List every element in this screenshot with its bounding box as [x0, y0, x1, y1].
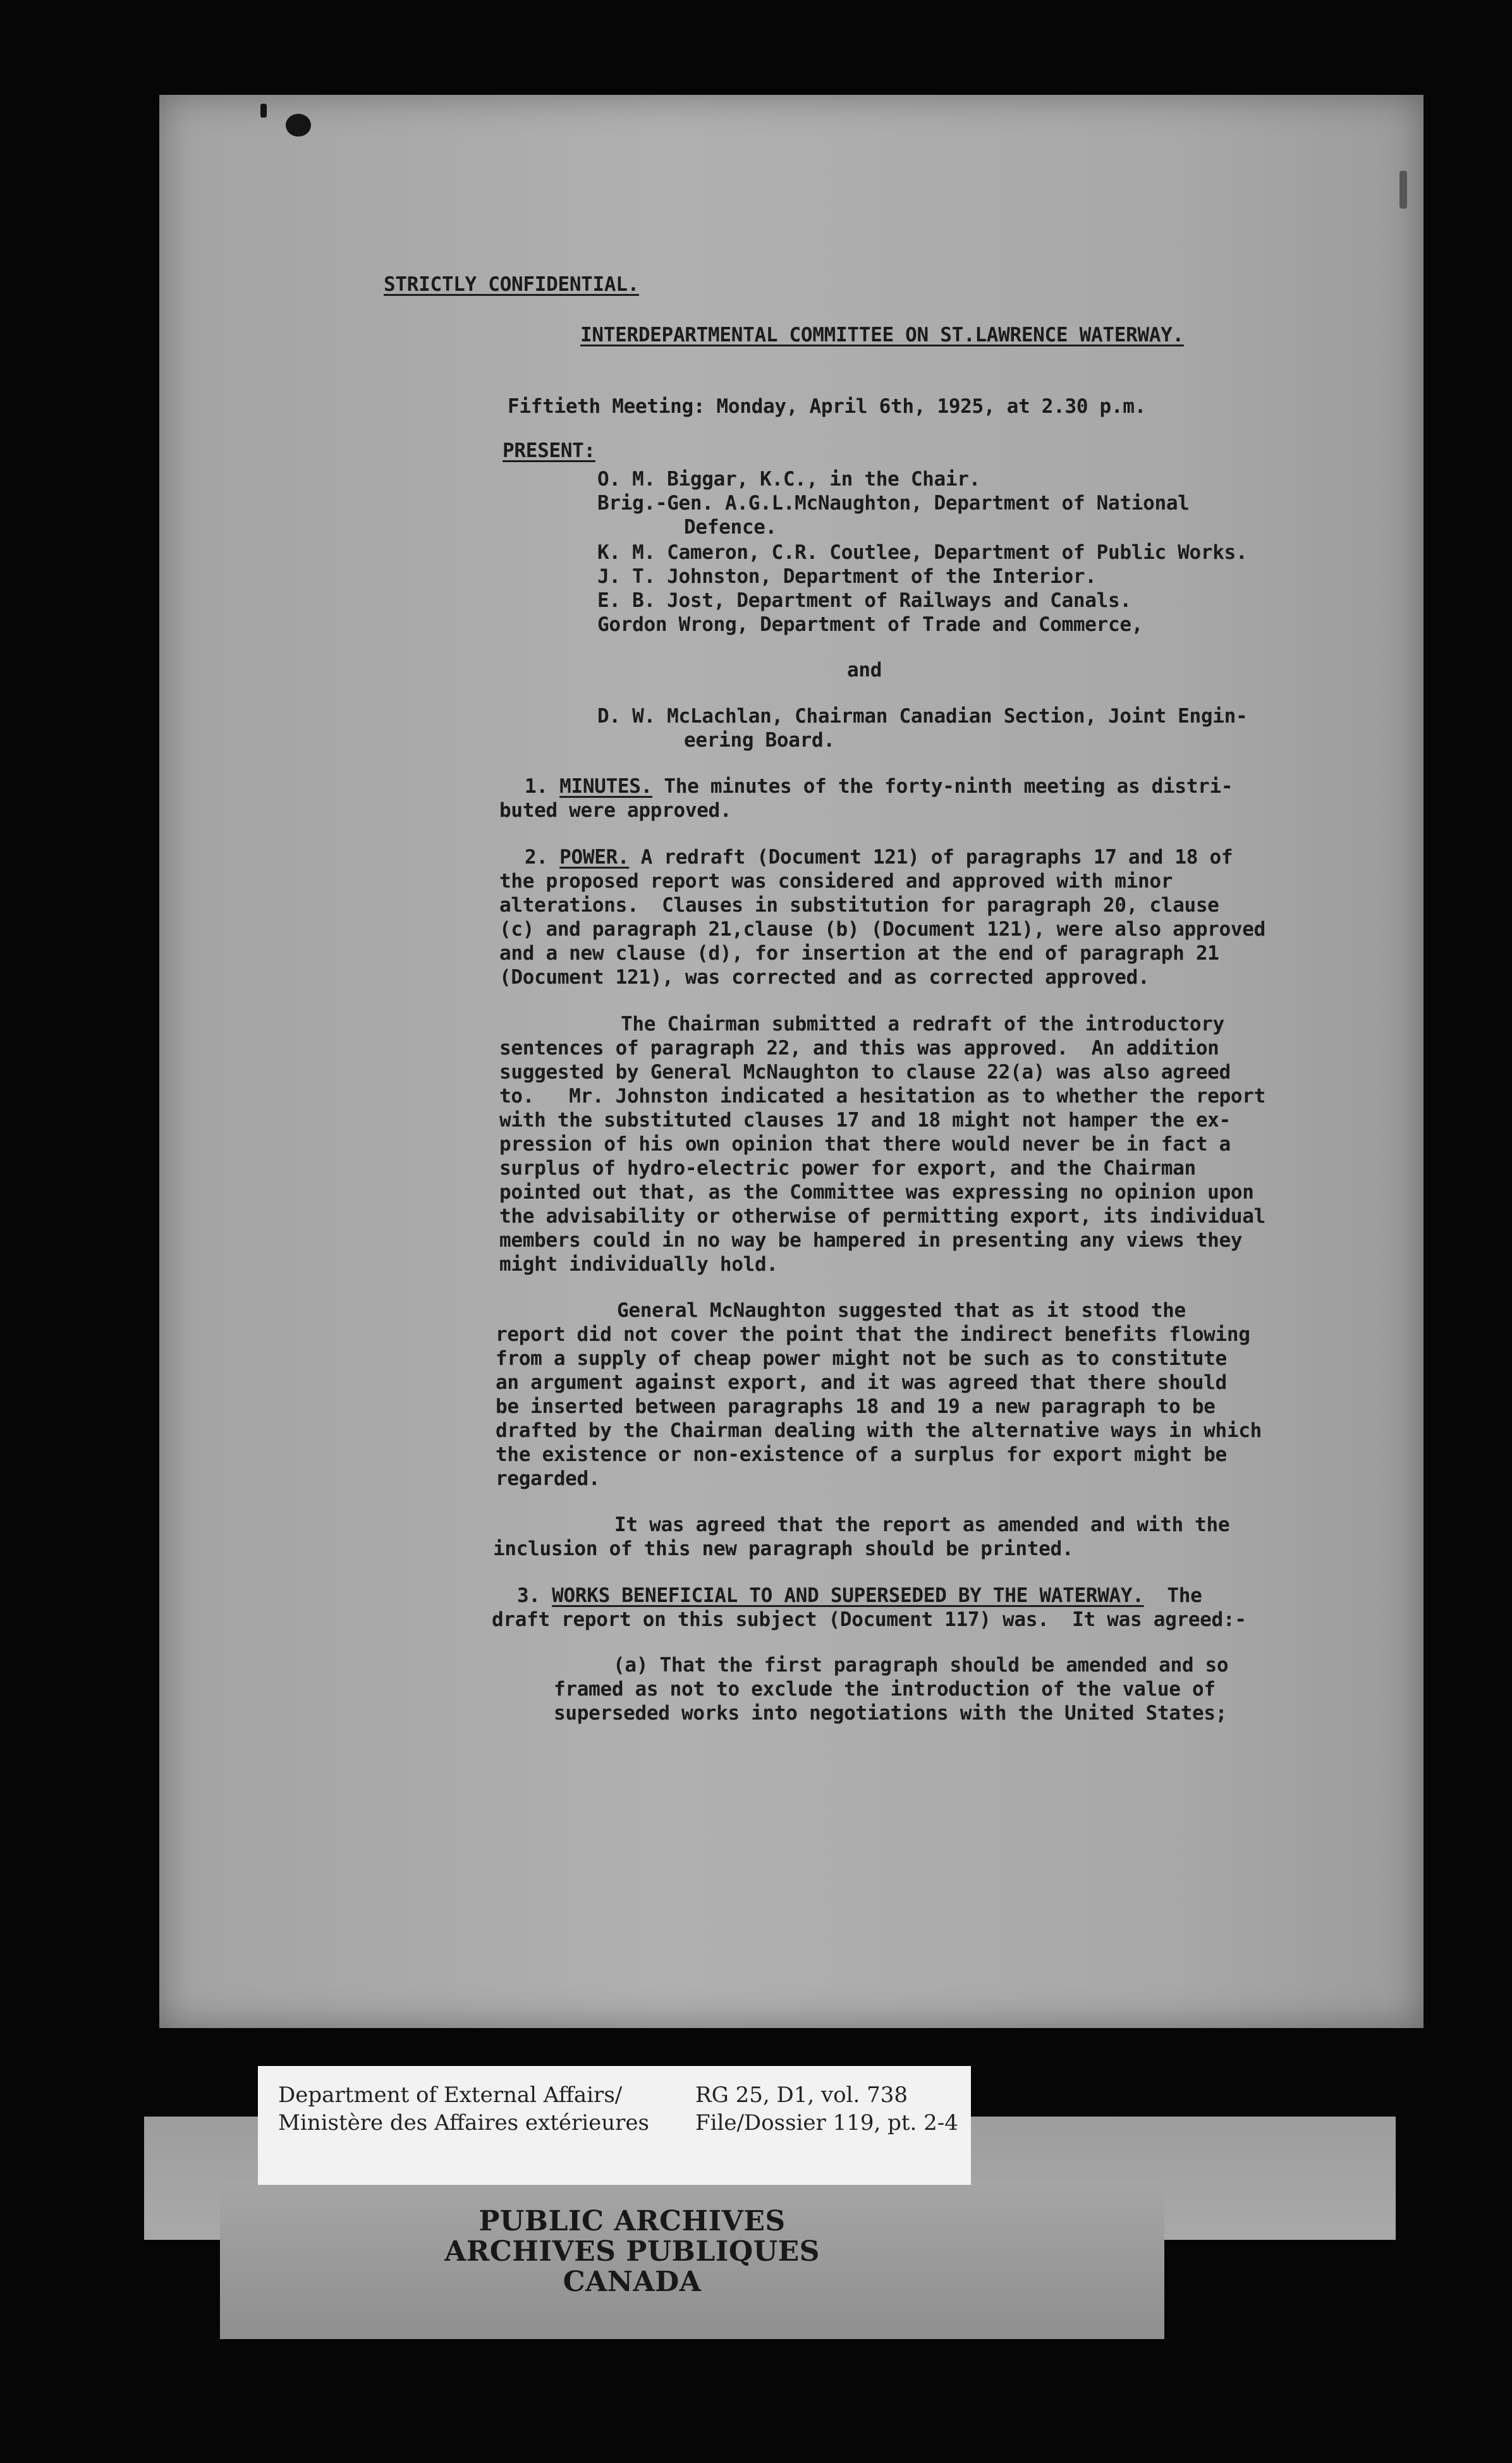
- item-3-sub-a-line: framed as not to exclude the introduction of the value of: [554, 1678, 1216, 1701]
- item-2-para2-line: surplus of hydro-electric power for export, and the Chairman: [499, 1157, 1196, 1180]
- committee-title: INTERDEPARTMENTAL COMMITTEE ON ST.LAWRENCE WATERWAY.: [580, 324, 1184, 346]
- additional-attendee-line: eering Board.: [684, 729, 835, 752]
- item-2-para2-line: to. Mr. Johnston indicated a hesitation as to whether the report: [499, 1085, 1265, 1108]
- item-2-first-line: [525, 846, 1233, 870]
- item-2-para4-line: It was agreed that the report as amended and with the: [614, 1513, 1230, 1536]
- item-2-para2-line: members could in no way be hampered in presenting any views they: [499, 1229, 1243, 1252]
- meeting-line: Fiftieth Meeting: Monday, April 6th, 1925, at 2.30 p.m.: [508, 395, 1146, 418]
- and-word: and: [847, 659, 882, 681]
- department-english: Department of External Affairs/: [278, 2082, 623, 2108]
- item-2-para3-line: from a supply of cheap power might not be such as to constitute: [496, 1347, 1227, 1370]
- item-2-para2-line: The Chairman submitted a redraft of the introductory: [621, 1013, 1224, 1036]
- attendee-line: Gordon Wrong, Department of Trade and Commerce,: [597, 613, 1143, 636]
- item-3-first-line: [517, 1584, 1202, 1608]
- item-2-para2-line: with the substituted clauses 17 and 18 might not hamper the ex-: [499, 1109, 1231, 1132]
- public-archives-stamp: [442, 2206, 822, 2297]
- item-1-heading: MINUTES.: [559, 775, 653, 798]
- item-1-text: The minutes of the forty-ninth meeting as distri-: [652, 775, 1233, 798]
- item-2-para2-line: pression of his own opinion that there would never be in fact a: [499, 1133, 1231, 1156]
- item-2-heading: POWER.: [559, 846, 630, 869]
- item-3-sub-a-line: superseded works into negotiations with the United States;: [554, 1702, 1228, 1725]
- item-3-sub-a-line: (a) That the first paragraph should be amended and so: [613, 1654, 1229, 1677]
- item-2-para3-line: be inserted between paragraphs 18 and 19 a new paragraph to be: [496, 1395, 1216, 1418]
- item-3-line: draft report on this subject (Document 117) was. It was agreed:-: [492, 1608, 1247, 1631]
- attendee-line: J. T. Johnston, Department of the Interior.: [597, 565, 1097, 588]
- attendee-line: Defence.: [684, 516, 777, 539]
- item-2-para3-line: drafted by the Chairman dealing with the alternative ways in which: [496, 1419, 1262, 1442]
- item-2-para2-line: pointed out that, as the Committee was expressing no opinion upon: [499, 1181, 1254, 1204]
- item-2-line: alterations. Clauses in substitution for paragraph 20, clause: [499, 894, 1219, 917]
- confidential-heading: STRICTLY CONFIDENTIAL.: [384, 273, 639, 296]
- file-dossier-reference: File/Dossier 119, pt. 2-4: [695, 2110, 958, 2136]
- item-2-para3-line: General McNaughton suggested that as it stood the: [617, 1299, 1186, 1322]
- item-2-para3-line: the existence or non-existence of a surplus for export might be: [496, 1443, 1227, 1466]
- item-1-number: 1.: [525, 775, 548, 798]
- item-2-line: (Document 121), was corrected and as corrected approved.: [499, 966, 1150, 989]
- item-2-number: 2.: [525, 846, 548, 869]
- item-2-text: A redraft (Document 121) of paragraphs 17 and 18 of: [629, 846, 1233, 869]
- attendee-line: Brig.-Gen. A.G.L.McNaughton, Department of National: [597, 492, 1190, 515]
- stamp-line-french: ARCHIVES PUBLIQUES: [444, 2235, 820, 2268]
- item-2-para4-line: inclusion of this new paragraph should be printed.: [493, 1537, 1074, 1560]
- item-1-line: buted were approved.: [499, 799, 732, 822]
- item-2-line: and a new clause (d), for insertion at the end of paragraph 21: [499, 942, 1219, 965]
- record-group-reference: RG 25, D1, vol. 738: [695, 2082, 908, 2108]
- stamp-line-english: PUBLIC ARCHIVES: [479, 2205, 786, 2237]
- item-2-para3-line: an argument against export, and it was agreed that there should: [496, 1371, 1227, 1394]
- item-2-para3-line: regarded.: [496, 1467, 601, 1490]
- item-3-heading: WORKS BENEFICIAL TO AND SUPERSEDED BY THE WATERWAY.: [552, 1584, 1144, 1607]
- stamp-line-country: CANADA: [563, 2266, 702, 2298]
- attendee-line: E. B. Jost, Department of Railways and Canals.: [597, 589, 1131, 612]
- attendee-line: K. M. Cameron, C.R. Coutlee, Department of Public Works.: [597, 541, 1248, 564]
- item-2-para2-line: sentences of paragraph 22, and this was approved. An addition: [499, 1037, 1219, 1060]
- department-french: Ministère des Affaires extérieures: [278, 2110, 649, 2136]
- item-2-para2-line: suggested by General McNaughton to clause 22(a) was also agreed: [499, 1061, 1231, 1084]
- item-2-line: the proposed report was considered and approved with minor: [499, 870, 1173, 893]
- item-2-para3-line: report did not cover the point that the indirect benefits flowing: [496, 1323, 1250, 1346]
- item-2-line: (c) and paragraph 21,clause (b) (Document 121), were also approved: [499, 918, 1265, 941]
- item-2-para2-line: the advisability or otherwise of permitting export, its individual: [499, 1205, 1265, 1228]
- item-2-para2-line: might individually hold.: [499, 1253, 778, 1276]
- item-1-first-line: [525, 775, 1233, 799]
- attendee-line: O. M. Biggar, K.C., in the Chair.: [597, 468, 980, 491]
- item-3-heading-tail: The: [1143, 1584, 1202, 1607]
- item-3-number: 3.: [517, 1584, 540, 1607]
- present-label: PRESENT:: [503, 439, 595, 462]
- additional-attendee-line: D. W. McLachlan, Chairman Canadian Section, Joint Engin-: [597, 705, 1248, 728]
